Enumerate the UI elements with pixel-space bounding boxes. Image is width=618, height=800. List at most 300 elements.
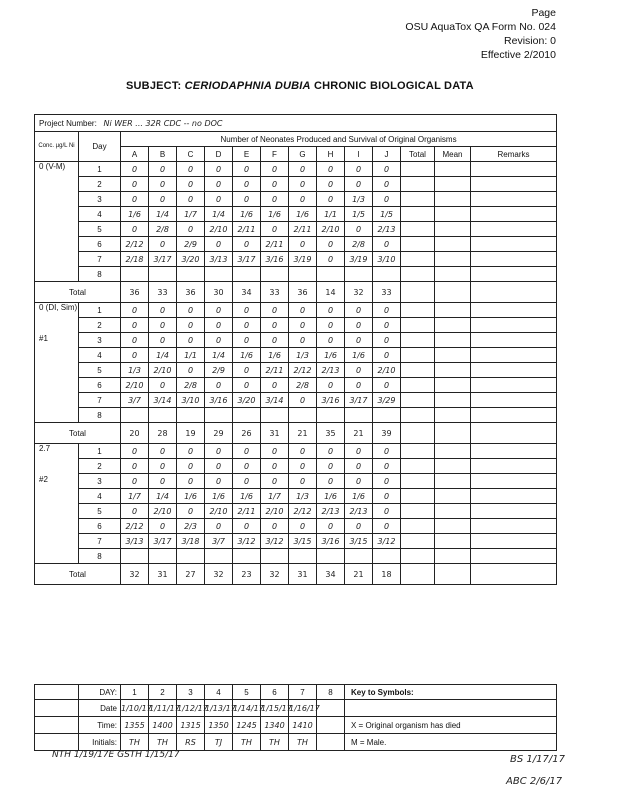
remarks-cell[interactable] — [471, 444, 557, 459]
neonate-cell[interactable]: 0 — [121, 192, 149, 207]
neonate-cell[interactable]: 1/6 — [233, 348, 261, 363]
day-log-date-cell[interactable]: 1/10/17 — [121, 700, 149, 717]
total-value[interactable]: 23 — [233, 564, 261, 585]
remarks-cell[interactable] — [471, 534, 557, 549]
neonate-cell[interactable]: 2/11 — [233, 504, 261, 519]
neonate-cell[interactable]: 0 — [289, 393, 317, 408]
remarks-cell[interactable] — [471, 177, 557, 192]
neonate-cell[interactable]: 1/6 — [205, 489, 233, 504]
neonate-cell[interactable]: 0 — [317, 192, 345, 207]
neonate-cell[interactable]: 2/13 — [317, 363, 345, 378]
neonate-cell[interactable]: 0 — [121, 303, 149, 318]
neonate-cell[interactable]: 2/8 — [177, 378, 205, 393]
neonate-cell[interactable]: 0 — [373, 177, 401, 192]
neonate-cell[interactable]: 0 — [121, 474, 149, 489]
neonate-cell[interactable]: 3/16 — [205, 393, 233, 408]
neonate-cell[interactable] — [121, 267, 149, 282]
day-log-time-cell[interactable]: 1350 — [205, 717, 233, 734]
neonate-cell[interactable]: 3/19 — [289, 252, 317, 267]
total-value[interactable]: 35 — [317, 423, 345, 444]
neonate-cell[interactable]: 3/18 — [177, 534, 205, 549]
remarks-cell[interactable] — [471, 549, 557, 564]
neonate-cell[interactable]: 1/1 — [177, 348, 205, 363]
total-cell[interactable] — [401, 318, 435, 333]
neonate-cell[interactable]: 0 — [373, 504, 401, 519]
day-log-time-cell[interactable] — [317, 717, 345, 734]
neonate-cell[interactable]: 0 — [177, 303, 205, 318]
neonate-cell[interactable]: 0 — [149, 192, 177, 207]
neonate-cell[interactable]: 0 — [121, 504, 149, 519]
total-value[interactable]: 20 — [121, 423, 149, 444]
neonate-cell[interactable]: 1/4 — [205, 207, 233, 222]
total-value[interactable]: 30 — [205, 282, 233, 303]
neonate-cell[interactable]: 0 — [289, 459, 317, 474]
total-cell[interactable] — [401, 564, 435, 585]
neonate-cell[interactable]: 0 — [289, 303, 317, 318]
total-value[interactable]: 21 — [289, 423, 317, 444]
remarks-cell[interactable] — [471, 282, 557, 303]
neonate-cell[interactable]: 0 — [121, 459, 149, 474]
remarks-cell[interactable] — [471, 237, 557, 252]
neonate-cell[interactable]: 0 — [121, 444, 149, 459]
neonate-cell[interactable]: 2/11 — [233, 222, 261, 237]
neonate-cell[interactable]: 0 — [261, 474, 289, 489]
neonate-cell[interactable]: 2/12 — [289, 363, 317, 378]
total-value[interactable]: 21 — [345, 423, 373, 444]
total-cell[interactable] — [401, 504, 435, 519]
neonate-cell[interactable]: 0 — [205, 333, 233, 348]
mean-cell[interactable] — [435, 378, 471, 393]
neonate-cell[interactable]: 0 — [261, 519, 289, 534]
mean-cell[interactable] — [435, 207, 471, 222]
total-value[interactable]: 31 — [261, 423, 289, 444]
neonate-cell[interactable]: 0 — [121, 177, 149, 192]
neonate-cell[interactable]: 0 — [149, 303, 177, 318]
remarks-cell[interactable] — [471, 459, 557, 474]
total-cell[interactable] — [401, 282, 435, 303]
neonate-cell[interactable]: 0 — [233, 519, 261, 534]
total-value[interactable]: 34 — [317, 564, 345, 585]
neonate-cell[interactable]: 0 — [289, 237, 317, 252]
neonate-cell[interactable]: 0 — [233, 474, 261, 489]
day-log-initials-cell[interactable]: TH — [233, 734, 261, 751]
total-cell[interactable] — [401, 408, 435, 423]
total-value[interactable]: 14 — [317, 282, 345, 303]
neonate-cell[interactable]: 3/12 — [233, 534, 261, 549]
total-cell[interactable] — [401, 444, 435, 459]
neonate-cell[interactable]: 0 — [149, 333, 177, 348]
neonate-cell[interactable]: 0 — [205, 177, 233, 192]
neonate-cell[interactable]: 0 — [149, 318, 177, 333]
neonate-cell[interactable]: 0 — [317, 303, 345, 318]
mean-cell[interactable] — [435, 192, 471, 207]
day-log-initials-cell[interactable]: RS — [177, 734, 205, 751]
mean-cell[interactable] — [435, 252, 471, 267]
neonate-cell[interactable]: 0 — [345, 474, 373, 489]
neonate-cell[interactable]: 0 — [177, 162, 205, 177]
day-log-time-cell[interactable]: 1315 — [177, 717, 205, 734]
neonate-cell[interactable]: 2/10 — [121, 378, 149, 393]
neonate-cell[interactable]: 3/17 — [149, 252, 177, 267]
total-value[interactable]: 34 — [233, 282, 261, 303]
neonate-cell[interactable]: 1/6 — [121, 207, 149, 222]
neonate-cell[interactable]: 0 — [233, 177, 261, 192]
day-log-initials-cell[interactable]: TJ — [205, 734, 233, 751]
neonate-cell[interactable]: 0 — [205, 474, 233, 489]
neonate-cell[interactable]: 0 — [261, 162, 289, 177]
neonate-cell[interactable]: 0 — [261, 192, 289, 207]
remarks-cell[interactable] — [471, 267, 557, 282]
total-value[interactable]: 27 — [177, 564, 205, 585]
neonate-cell[interactable] — [177, 408, 205, 423]
neonate-cell[interactable] — [205, 549, 233, 564]
neonate-cell[interactable] — [261, 267, 289, 282]
total-cell[interactable] — [401, 162, 435, 177]
neonate-cell[interactable]: 3/16 — [317, 534, 345, 549]
neonate-cell[interactable]: 1/3 — [345, 192, 373, 207]
neonate-cell[interactable]: 1/4 — [149, 207, 177, 222]
neonate-cell[interactable] — [317, 267, 345, 282]
neonate-cell[interactable]: 0 — [261, 222, 289, 237]
neonate-cell[interactable]: 3/17 — [233, 252, 261, 267]
neonate-cell[interactable]: 0 — [373, 459, 401, 474]
neonate-cell[interactable]: 3/12 — [373, 534, 401, 549]
total-cell[interactable] — [401, 333, 435, 348]
neonate-cell[interactable]: 0 — [261, 378, 289, 393]
neonate-cell[interactable] — [289, 267, 317, 282]
remarks-cell[interactable] — [471, 222, 557, 237]
neonate-cell[interactable]: 2/3 — [177, 519, 205, 534]
day-log-initials-cell[interactable]: TH — [261, 734, 289, 751]
remarks-cell[interactable] — [471, 504, 557, 519]
total-value[interactable]: 26 — [233, 423, 261, 444]
neonate-cell[interactable]: 2/11 — [289, 222, 317, 237]
neonate-cell[interactable]: 0 — [177, 192, 205, 207]
neonate-cell[interactable] — [233, 267, 261, 282]
neonate-cell[interactable]: 0 — [317, 333, 345, 348]
mean-cell[interactable] — [435, 363, 471, 378]
neonate-cell[interactable]: 0 — [373, 378, 401, 393]
neonate-cell[interactable] — [261, 408, 289, 423]
neonate-cell[interactable] — [373, 267, 401, 282]
mean-cell[interactable] — [435, 393, 471, 408]
total-value[interactable]: 32 — [345, 282, 373, 303]
remarks-cell[interactable] — [471, 348, 557, 363]
remarks-cell[interactable] — [471, 333, 557, 348]
mean-cell[interactable] — [435, 303, 471, 318]
mean-cell[interactable] — [435, 408, 471, 423]
total-value[interactable]: 21 — [345, 564, 373, 585]
remarks-cell[interactable] — [471, 519, 557, 534]
neonate-cell[interactable]: 0 — [317, 162, 345, 177]
neonate-cell[interactable]: 0 — [289, 474, 317, 489]
neonate-cell[interactable]: 0 — [121, 162, 149, 177]
total-cell[interactable] — [401, 237, 435, 252]
neonate-cell[interactable] — [373, 549, 401, 564]
neonate-cell[interactable]: 2/10 — [149, 363, 177, 378]
neonate-cell[interactable]: 2/10 — [261, 504, 289, 519]
total-cell[interactable] — [401, 423, 435, 444]
neonate-cell[interactable]: 1/6 — [233, 207, 261, 222]
neonate-cell[interactable]: 1/7 — [261, 489, 289, 504]
neonate-cell[interactable] — [149, 267, 177, 282]
neonate-cell[interactable]: 0 — [233, 192, 261, 207]
mean-cell[interactable] — [435, 318, 471, 333]
neonate-cell[interactable]: 0 — [177, 363, 205, 378]
day-log-date-cell[interactable]: 1/14/17 — [233, 700, 261, 717]
neonate-cell[interactable]: 0 — [205, 519, 233, 534]
total-value[interactable]: 36 — [121, 282, 149, 303]
neonate-cell[interactable]: 3/17 — [345, 393, 373, 408]
neonate-cell[interactable]: 0 — [289, 519, 317, 534]
mean-cell[interactable] — [435, 162, 471, 177]
neonate-cell[interactable]: 0 — [177, 177, 205, 192]
day-log-date-cell[interactable]: 1/16/17 — [289, 700, 317, 717]
neonate-cell[interactable]: 0 — [373, 444, 401, 459]
neonate-cell[interactable]: 2/9 — [177, 237, 205, 252]
total-value[interactable]: 32 — [261, 564, 289, 585]
mean-cell[interactable] — [435, 222, 471, 237]
day-log-date-cell[interactable]: 1/11/17 — [149, 700, 177, 717]
total-value[interactable]: 36 — [289, 282, 317, 303]
neonate-cell[interactable]: 3/10 — [177, 393, 205, 408]
total-value[interactable]: 31 — [149, 564, 177, 585]
mean-cell[interactable] — [435, 519, 471, 534]
neonate-cell[interactable]: 0 — [373, 489, 401, 504]
day-log-time-cell[interactable]: 1355 — [121, 717, 149, 734]
total-cell[interactable] — [401, 267, 435, 282]
neonate-cell[interactable]: 1/6 — [345, 489, 373, 504]
neonate-cell[interactable]: 0 — [205, 459, 233, 474]
day-log-initials-cell[interactable]: TH — [121, 734, 149, 751]
neonate-cell[interactable] — [345, 267, 373, 282]
neonate-cell[interactable]: 1/4 — [205, 348, 233, 363]
mean-cell[interactable] — [435, 444, 471, 459]
neonate-cell[interactable]: 2/12 — [289, 504, 317, 519]
neonate-cell[interactable]: 0 — [345, 303, 373, 318]
neonate-cell[interactable]: 1/6 — [177, 489, 205, 504]
remarks-cell[interactable] — [471, 303, 557, 318]
total-cell[interactable] — [401, 549, 435, 564]
neonate-cell[interactable]: 0 — [289, 444, 317, 459]
neonate-cell[interactable]: 0 — [233, 303, 261, 318]
neonate-cell[interactable]: 1/4 — [149, 489, 177, 504]
neonate-cell[interactable]: 0 — [177, 222, 205, 237]
mean-cell[interactable] — [435, 333, 471, 348]
total-cell[interactable] — [401, 378, 435, 393]
neonate-cell[interactable]: 0 — [317, 378, 345, 393]
neonate-cell[interactable] — [205, 408, 233, 423]
neonate-cell[interactable]: 0 — [261, 333, 289, 348]
neonate-cell[interactable]: 0 — [261, 444, 289, 459]
neonate-cell[interactable]: 3/14 — [261, 393, 289, 408]
mean-cell[interactable] — [435, 423, 471, 444]
total-cell[interactable] — [401, 348, 435, 363]
remarks-cell[interactable] — [471, 207, 557, 222]
neonate-cell[interactable]: 1/3 — [121, 363, 149, 378]
total-value[interactable]: 32 — [121, 564, 149, 585]
neonate-cell[interactable]: 0 — [261, 177, 289, 192]
neonate-cell[interactable]: 0 — [233, 363, 261, 378]
neonate-cell[interactable]: 3/7 — [205, 534, 233, 549]
neonate-cell[interactable]: 3/29 — [373, 393, 401, 408]
remarks-cell[interactable] — [471, 393, 557, 408]
day-log-date-cell[interactable]: 1/12/17 — [177, 700, 205, 717]
remarks-cell[interactable] — [471, 252, 557, 267]
neonate-cell[interactable]: 0 — [205, 237, 233, 252]
neonate-cell[interactable]: 0 — [149, 519, 177, 534]
neonate-cell[interactable]: 0 — [121, 318, 149, 333]
neonate-cell[interactable]: 0 — [345, 444, 373, 459]
mean-cell[interactable] — [435, 534, 471, 549]
neonate-cell[interactable]: 0 — [177, 474, 205, 489]
mean-cell[interactable] — [435, 474, 471, 489]
neonate-cell[interactable]: 0 — [373, 474, 401, 489]
neonate-cell[interactable]: 2/18 — [121, 252, 149, 267]
neonate-cell[interactable]: 0 — [317, 459, 345, 474]
mean-cell[interactable] — [435, 459, 471, 474]
neonate-cell[interactable]: 2/13 — [345, 504, 373, 519]
neonate-cell[interactable]: 0 — [289, 177, 317, 192]
day-log-date-cell[interactable] — [317, 700, 345, 717]
neonate-cell[interactable]: 0 — [317, 237, 345, 252]
total-cell[interactable] — [401, 519, 435, 534]
neonate-cell[interactable]: 0 — [177, 459, 205, 474]
neonate-cell[interactable]: 0 — [373, 519, 401, 534]
total-cell[interactable] — [401, 192, 435, 207]
neonate-cell[interactable]: 1/6 — [261, 348, 289, 363]
total-cell[interactable] — [401, 489, 435, 504]
neonate-cell[interactable]: 2/13 — [373, 222, 401, 237]
neonate-cell[interactable]: 3/20 — [233, 393, 261, 408]
day-log-time-cell[interactable]: 1340 — [261, 717, 289, 734]
neonate-cell[interactable]: 3/15 — [289, 534, 317, 549]
neonate-cell[interactable] — [233, 549, 261, 564]
total-value[interactable]: 31 — [289, 564, 317, 585]
neonate-cell[interactable]: 3/17 — [149, 534, 177, 549]
total-cell[interactable] — [401, 222, 435, 237]
day-log-initials-cell[interactable]: TH — [289, 734, 317, 751]
neonate-cell[interactable]: 0 — [205, 318, 233, 333]
total-value[interactable]: 32 — [205, 564, 233, 585]
neonate-cell[interactable] — [289, 549, 317, 564]
neonate-cell[interactable]: 1/6 — [345, 348, 373, 363]
neonate-cell[interactable]: 1/3 — [289, 489, 317, 504]
neonate-cell[interactable] — [261, 549, 289, 564]
neonate-cell[interactable]: 3/14 — [149, 393, 177, 408]
total-cell[interactable] — [401, 363, 435, 378]
neonate-cell[interactable]: 0 — [149, 237, 177, 252]
neonate-cell[interactable]: 2/9 — [205, 363, 233, 378]
mean-cell[interactable] — [435, 489, 471, 504]
neonate-cell[interactable]: 1/3 — [289, 348, 317, 363]
mean-cell[interactable] — [435, 504, 471, 519]
neonate-cell[interactable] — [317, 408, 345, 423]
neonate-cell[interactable]: 2/10 — [373, 363, 401, 378]
day-log-initials-cell[interactable] — [317, 734, 345, 751]
neonate-cell[interactable]: 0 — [289, 162, 317, 177]
neonate-cell[interactable]: 0 — [345, 177, 373, 192]
neonate-cell[interactable] — [345, 549, 373, 564]
neonate-cell[interactable] — [317, 549, 345, 564]
mean-cell[interactable] — [435, 282, 471, 303]
day-log-time-cell[interactable]: 1245 — [233, 717, 261, 734]
total-value[interactable]: 33 — [261, 282, 289, 303]
neonate-cell[interactable]: 0 — [233, 318, 261, 333]
total-value[interactable]: 28 — [149, 423, 177, 444]
neonate-cell[interactable]: 0 — [373, 333, 401, 348]
neonate-cell[interactable]: 0 — [205, 162, 233, 177]
neonate-cell[interactable]: 2/11 — [261, 363, 289, 378]
neonate-cell[interactable] — [373, 408, 401, 423]
neonate-cell[interactable]: 0 — [345, 378, 373, 393]
neonate-cell[interactable]: 0 — [121, 333, 149, 348]
total-value[interactable]: 33 — [373, 282, 401, 303]
neonate-cell[interactable]: 3/20 — [177, 252, 205, 267]
day-log-date-cell[interactable]: 1/15/17 — [261, 700, 289, 717]
mean-cell[interactable] — [435, 549, 471, 564]
neonate-cell[interactable] — [177, 549, 205, 564]
neonate-cell[interactable]: 3/15 — [345, 534, 373, 549]
neonate-cell[interactable]: 1/7 — [177, 207, 205, 222]
remarks-cell[interactable] — [471, 162, 557, 177]
mean-cell[interactable] — [435, 267, 471, 282]
neonate-cell[interactable]: 0 — [373, 318, 401, 333]
total-cell[interactable] — [401, 207, 435, 222]
neonate-cell[interactable]: 0 — [345, 162, 373, 177]
neonate-cell[interactable]: 0 — [345, 222, 373, 237]
neonate-cell[interactable]: 0 — [345, 333, 373, 348]
total-value[interactable]: 33 — [149, 282, 177, 303]
neonate-cell[interactable]: 3/16 — [261, 252, 289, 267]
total-value[interactable]: 18 — [373, 564, 401, 585]
remarks-cell[interactable] — [471, 408, 557, 423]
neonate-cell[interactable]: 3/10 — [373, 252, 401, 267]
neonate-cell[interactable] — [177, 267, 205, 282]
neonate-cell[interactable]: 0 — [317, 474, 345, 489]
total-value[interactable]: 19 — [177, 423, 205, 444]
neonate-cell[interactable]: 2/11 — [261, 237, 289, 252]
neonate-cell[interactable]: 0 — [261, 459, 289, 474]
neonate-cell[interactable]: 0 — [233, 378, 261, 393]
neonate-cell[interactable]: 1/6 — [233, 489, 261, 504]
neonate-cell[interactable]: 0 — [233, 162, 261, 177]
neonate-cell[interactable]: 0 — [345, 363, 373, 378]
remarks-cell[interactable] — [471, 318, 557, 333]
neonate-cell[interactable]: 0 — [373, 192, 401, 207]
total-cell[interactable] — [401, 393, 435, 408]
neonate-cell[interactable]: 0 — [177, 504, 205, 519]
neonate-cell[interactable]: 0 — [205, 192, 233, 207]
neonate-cell[interactable] — [233, 408, 261, 423]
neonate-cell[interactable] — [289, 408, 317, 423]
neonate-cell[interactable]: 0 — [289, 333, 317, 348]
total-cell[interactable] — [401, 534, 435, 549]
neonate-cell[interactable]: 0 — [205, 378, 233, 393]
neonate-cell[interactable]: 2/12 — [121, 519, 149, 534]
total-value[interactable]: 29 — [205, 423, 233, 444]
neonate-cell[interactable]: 0 — [121, 348, 149, 363]
neonate-cell[interactable]: 2/12 — [121, 237, 149, 252]
neonate-cell[interactable]: 0 — [233, 237, 261, 252]
neonate-cell[interactable]: 0 — [233, 333, 261, 348]
neonate-cell[interactable]: 3/13 — [205, 252, 233, 267]
mean-cell[interactable] — [435, 177, 471, 192]
neonate-cell[interactable]: 0 — [261, 303, 289, 318]
neonate-cell[interactable]: 3/12 — [261, 534, 289, 549]
neonate-cell[interactable]: 0 — [149, 459, 177, 474]
day-log-initials-cell[interactable]: TH — [149, 734, 177, 751]
